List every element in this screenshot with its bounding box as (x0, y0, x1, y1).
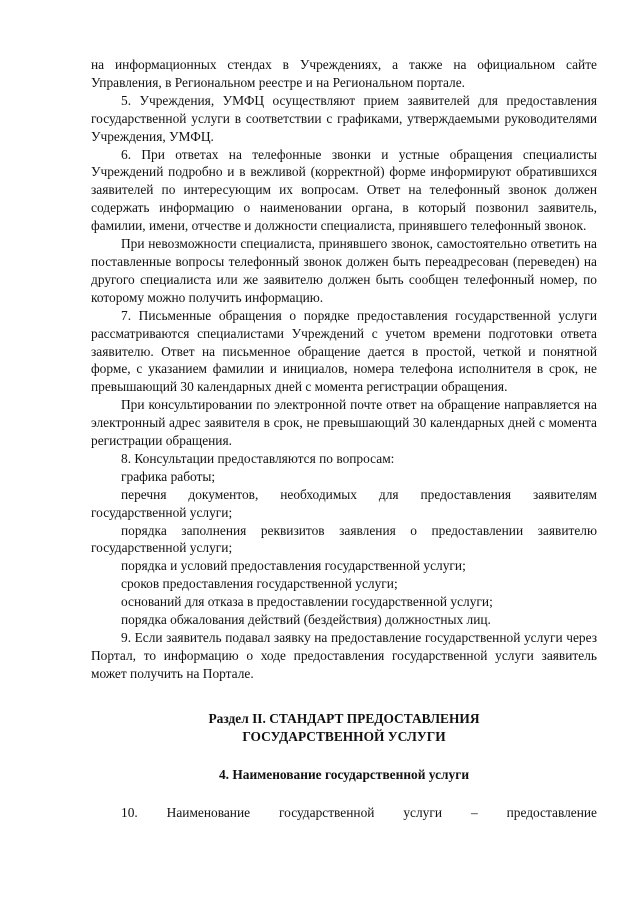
list-item: порядка обжалования действий (бездействия) должностных лиц. (121, 612, 491, 628)
section-heading (91, 710, 597, 746)
list-item: порядка и условий предоставления государственной услуги; (121, 558, 466, 574)
paragraph: 5. Учреждения, УМФЦ осуществляют прием заявителей для предоставления государственной услуги в соответствии с графиками, утверждаемыми руководителями Учреждения, УМФЦ. (91, 92, 597, 144)
paragraph: 10. Наименование государственной услуги – предоставление (121, 804, 597, 820)
document-page (91, 56, 597, 822)
paragraph: 6. При ответах на телефонные звонки и устные обращения специалисты Учреждений подробно и в вежливой (корректной) форме информируют обратившихся заявителей по интересующим их вопросам. Ответ на телефонный звонок должен содержать информацию о наименовании органа, в который позвонил заявитель, фамилии, имени, отчестве и должности специалиста, принявшего телефонный звонок. (91, 146, 597, 234)
section-heading-line-1: Раздел II. СТАНДАРТ ПРЕДОСТАВЛЕНИЯ (208, 710, 480, 726)
paragraph: 9. Если заявитель подавал заявку на предоставление государственной услуги через Портал, то информацию о ходе предоставления государственной услуги заявитель может получить на Портале. (91, 630, 597, 681)
paragraph: При консультировании по электронной почте ответ на обращение направляется на электронный адрес заявителя в срок, не превышающий 30 календарных дней с момента регистрации обращения. (91, 397, 597, 449)
list-item: порядка заполнения реквизитов заявления о предоставлении заявителю государственной услуги; (91, 522, 597, 556)
list-item: сроков предоставления государственной услуги; (121, 576, 398, 592)
subsection-heading: 4. Наименование государственной услуги (218, 766, 470, 782)
list-item: оснований для отказа в предоставлении государственной услуги; (121, 594, 493, 610)
list-item: графика работы; (121, 468, 216, 484)
paragraph: 8. Консультации предоставляются по вопросам: (121, 450, 395, 466)
paragraph: на информационных стендах в Учреждениях, а также на официальном сайте Управления, в Региональном реестре и на Региональном портале. (91, 57, 597, 90)
paragraph: 7. Письменные обращения о порядке предоставления государственной услуги рассматриваются специалистами Учреждений с учетом времени подготовки ответа заявителю. Ответ на письменное обращение дается в простой, четкой и понятной форме, с указанием фамилии и инициалов, номера телефона исполнителя в срок, не превышающий 30 календарных дней с момента регистрации обращения. (91, 307, 597, 395)
section-heading-line-2: ГОСУДАРСТВЕННОЙ УСЛУГИ (242, 728, 446, 744)
paragraph: При невозможности специалиста, принявшего звонок, самостоятельно ответить на поставленные вопросы телефонный звонок должен быть переадресован (переведен) на другого специалиста или же заявителю должен быть сообщен телефонный номер, по которому можно получить информацию. (91, 236, 597, 305)
list-item: перечня документов, необходимых для предоставления заявителям государственной услуги; (91, 486, 597, 520)
